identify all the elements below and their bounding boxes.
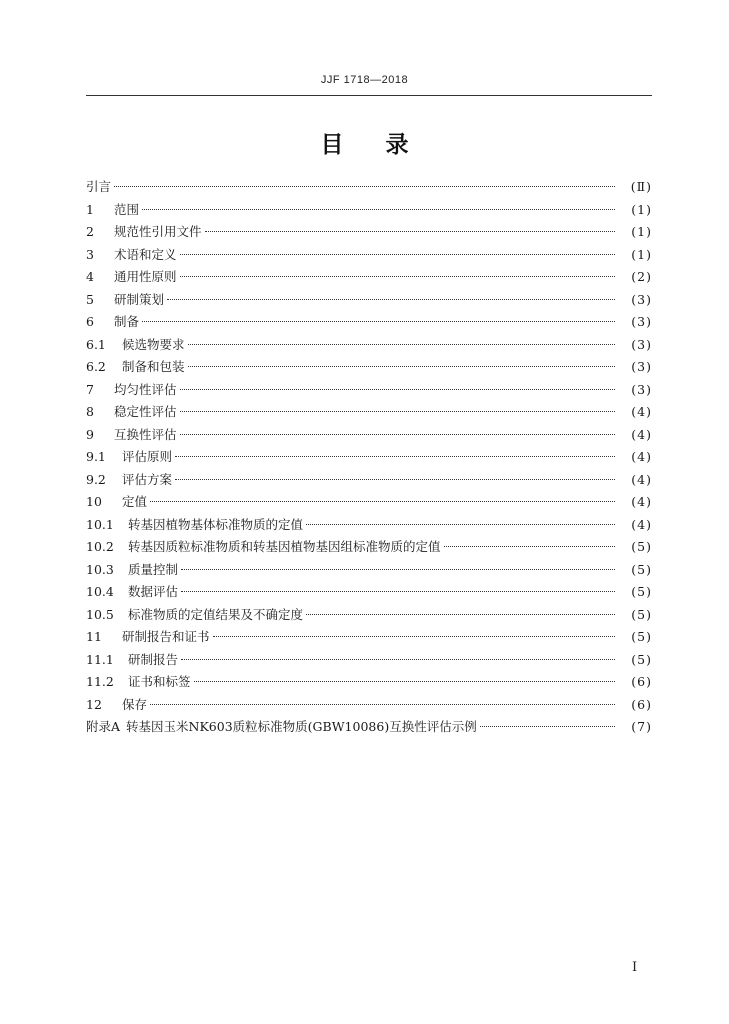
toc-entry[interactable] xyxy=(86,469,652,492)
toc-entry[interactable] xyxy=(86,401,652,424)
toc-entry-title: 均匀性评估 xyxy=(114,381,177,397)
toc-entry-title: 转基因植物基体标准物质的定值 xyxy=(128,516,304,532)
toc-entry-number: 9.2 xyxy=(86,471,106,487)
toc-entry-number: 10 xyxy=(86,494,102,509)
document-code-header: JJF 1718—2018 xyxy=(320,74,409,86)
toc-dot-leader xyxy=(306,614,615,615)
toc-entry-title: 保存 xyxy=(122,696,148,712)
toc-entry-number: 附录A xyxy=(86,719,121,734)
toc-entry[interactable] xyxy=(86,356,652,379)
toc-entry-page: (1) xyxy=(631,201,652,217)
toc-entry[interactable] xyxy=(86,626,652,649)
toc-entry-page: (5) xyxy=(631,629,652,644)
toc-entry-title: 术语和定义 xyxy=(114,246,177,262)
toc-entry[interactable] xyxy=(86,446,652,469)
toc-dot-leader xyxy=(180,276,615,277)
toc-dot-leader xyxy=(180,254,615,255)
toc-dot-leader xyxy=(194,681,615,682)
toc-entry-title: 转基因质粒标准物质和转基因植物基因组标准物质的定值 xyxy=(128,539,441,554)
toc-entry-page: (5) xyxy=(631,561,652,577)
toc-entry-number: 3 xyxy=(86,246,94,262)
toc-dot-leader xyxy=(150,704,615,705)
toc-entry-page: (6) xyxy=(631,674,652,689)
toc-entry-number: 9 xyxy=(86,426,94,442)
toc-entry-title: 研制报告和证书 xyxy=(122,629,210,644)
toc-entry-number: 10.4 xyxy=(86,584,114,599)
toc-entry-page: (2) xyxy=(631,269,652,284)
toc-entry-page: (4) xyxy=(631,404,652,419)
toc-dot-leader xyxy=(167,299,615,300)
toc-entry-number: 4 xyxy=(86,269,94,284)
toc-entry-page: (5) xyxy=(631,584,652,599)
toc-entry[interactable] xyxy=(86,244,652,267)
toc-entry-page: (3) xyxy=(631,381,652,397)
page-title xyxy=(0,126,729,159)
toc-entry-page: (Ⅱ) xyxy=(630,179,652,194)
toc-dot-leader xyxy=(114,186,615,187)
toc-entry[interactable] xyxy=(86,491,652,514)
toc-dot-leader xyxy=(180,389,615,390)
toc-entry-page: (5) xyxy=(631,606,652,622)
toc-entry-page: (6) xyxy=(631,696,652,712)
toc-entry-page: (3) xyxy=(631,359,652,374)
title-part-2: 录 xyxy=(385,132,409,158)
toc-entry[interactable] xyxy=(86,379,652,402)
toc-dot-leader xyxy=(181,591,615,592)
toc-dot-leader xyxy=(181,569,615,570)
toc-entry-number: 6.1 xyxy=(86,336,106,352)
toc-entry-title: 研制策划 xyxy=(114,291,165,307)
toc-dot-leader xyxy=(150,501,615,502)
toc-entry-title: 评估方案 xyxy=(122,471,173,487)
toc-entry-number: 10.5 xyxy=(86,606,114,622)
toc-entry-number: 8 xyxy=(86,404,94,419)
toc-entry-number: 1 xyxy=(86,201,94,217)
toc-entry[interactable] xyxy=(86,199,652,222)
toc-entry[interactable] xyxy=(86,536,652,559)
toc-entry[interactable] xyxy=(86,424,652,447)
toc-dot-leader xyxy=(480,726,615,727)
toc-dot-leader xyxy=(180,434,615,435)
toc-dot-leader xyxy=(444,546,615,547)
toc-entry-number: 9.1 xyxy=(86,449,106,464)
toc-entry-page: (4) xyxy=(631,449,652,464)
toc-entry-number: 11.1 xyxy=(86,651,114,667)
toc-entry-page: (5) xyxy=(631,651,652,667)
toc-entry-title: 证书和标签 xyxy=(128,674,191,689)
toc-dot-leader xyxy=(175,456,615,457)
toc-entry-title: 评估原则 xyxy=(122,449,173,464)
toc-entry[interactable] xyxy=(86,176,652,199)
toc-dot-leader xyxy=(188,366,615,367)
toc-entry-title: 数据评估 xyxy=(128,584,179,599)
page-number: Ⅰ xyxy=(632,960,638,975)
toc-entry-number: 10.2 xyxy=(86,539,114,554)
toc-entry-title: 质量控制 xyxy=(128,561,179,577)
header-rule xyxy=(86,95,652,96)
toc-entry-page: (1) xyxy=(631,246,652,262)
toc-entry[interactable] xyxy=(86,559,652,582)
toc-entry-page: (3) xyxy=(631,291,652,307)
toc-entry-number: 11.2 xyxy=(86,674,114,689)
toc-entry[interactable] xyxy=(86,581,652,604)
toc-entry-page: (7) xyxy=(631,719,652,734)
toc-entry-title: 稳定性评估 xyxy=(114,404,177,419)
toc-entry-title: 制备和包装 xyxy=(122,359,185,374)
toc-dot-leader xyxy=(175,479,615,480)
table-of-contents xyxy=(86,176,652,739)
toc-entry-number: 2 xyxy=(86,224,94,239)
toc-entry[interactable] xyxy=(86,334,652,357)
toc-entry[interactable] xyxy=(86,604,652,627)
toc-entry-title: 范围 xyxy=(114,201,140,217)
toc-dot-leader xyxy=(188,344,615,345)
toc-entry-page: (4) xyxy=(631,516,652,532)
toc-entry-page: (3) xyxy=(631,336,652,352)
toc-entry-title: 通用性原则 xyxy=(114,269,177,284)
toc-entry-page: (4) xyxy=(631,471,652,487)
title-part-1: 目 xyxy=(320,132,344,158)
toc-entry[interactable] xyxy=(86,266,652,289)
toc-entry-page: (4) xyxy=(631,426,652,442)
toc-entry[interactable] xyxy=(86,694,652,717)
toc-entry-title: 定值 xyxy=(122,494,148,509)
toc-entry-title: 研制报告 xyxy=(128,651,179,667)
toc-entry[interactable] xyxy=(86,514,652,537)
toc-entry-title: 转基因玉米NK603质粒标准物质(GBW10086)互换性评估示例 xyxy=(126,719,477,734)
toc-entry-page: (3) xyxy=(631,314,652,329)
toc-entry-number: 12 xyxy=(86,696,102,712)
toc-entry-number: 6.2 xyxy=(86,359,106,374)
toc-dot-leader xyxy=(142,209,615,210)
toc-entry-page: (1) xyxy=(631,224,652,239)
toc-entry-page: (4) xyxy=(631,494,652,509)
toc-entry[interactable] xyxy=(86,289,652,312)
toc-entry[interactable] xyxy=(86,716,652,739)
toc-entry-number: 10.3 xyxy=(86,561,114,577)
toc-entry-title: 引言 xyxy=(86,179,112,194)
toc-entry-title: 规范性引用文件 xyxy=(114,224,202,239)
toc-dot-leader xyxy=(306,524,615,525)
toc-entry[interactable] xyxy=(86,649,652,672)
toc-entry-page: (5) xyxy=(631,539,652,554)
toc-entry[interactable] xyxy=(86,221,652,244)
toc-entry-number: 10.1 xyxy=(86,516,114,532)
toc-dot-leader xyxy=(181,659,615,660)
toc-dot-leader xyxy=(180,411,615,412)
toc-entry-title: 候选物要求 xyxy=(122,336,185,352)
toc-entry-number: 11 xyxy=(86,629,102,644)
toc-entry-title: 制备 xyxy=(114,314,140,329)
toc-entry-number: 6 xyxy=(86,314,94,329)
toc-dot-leader xyxy=(205,231,615,232)
toc-entry-title: 标准物质的定值结果及不确定度 xyxy=(128,606,304,622)
toc-entry-number: 5 xyxy=(86,291,94,307)
toc-entry-number: 7 xyxy=(86,381,94,397)
toc-dot-leader xyxy=(142,321,615,322)
toc-dot-leader xyxy=(213,636,615,637)
toc-entry[interactable] xyxy=(86,311,652,334)
toc-entry-title: 互换性评估 xyxy=(114,426,177,442)
toc-entry[interactable] xyxy=(86,671,652,694)
